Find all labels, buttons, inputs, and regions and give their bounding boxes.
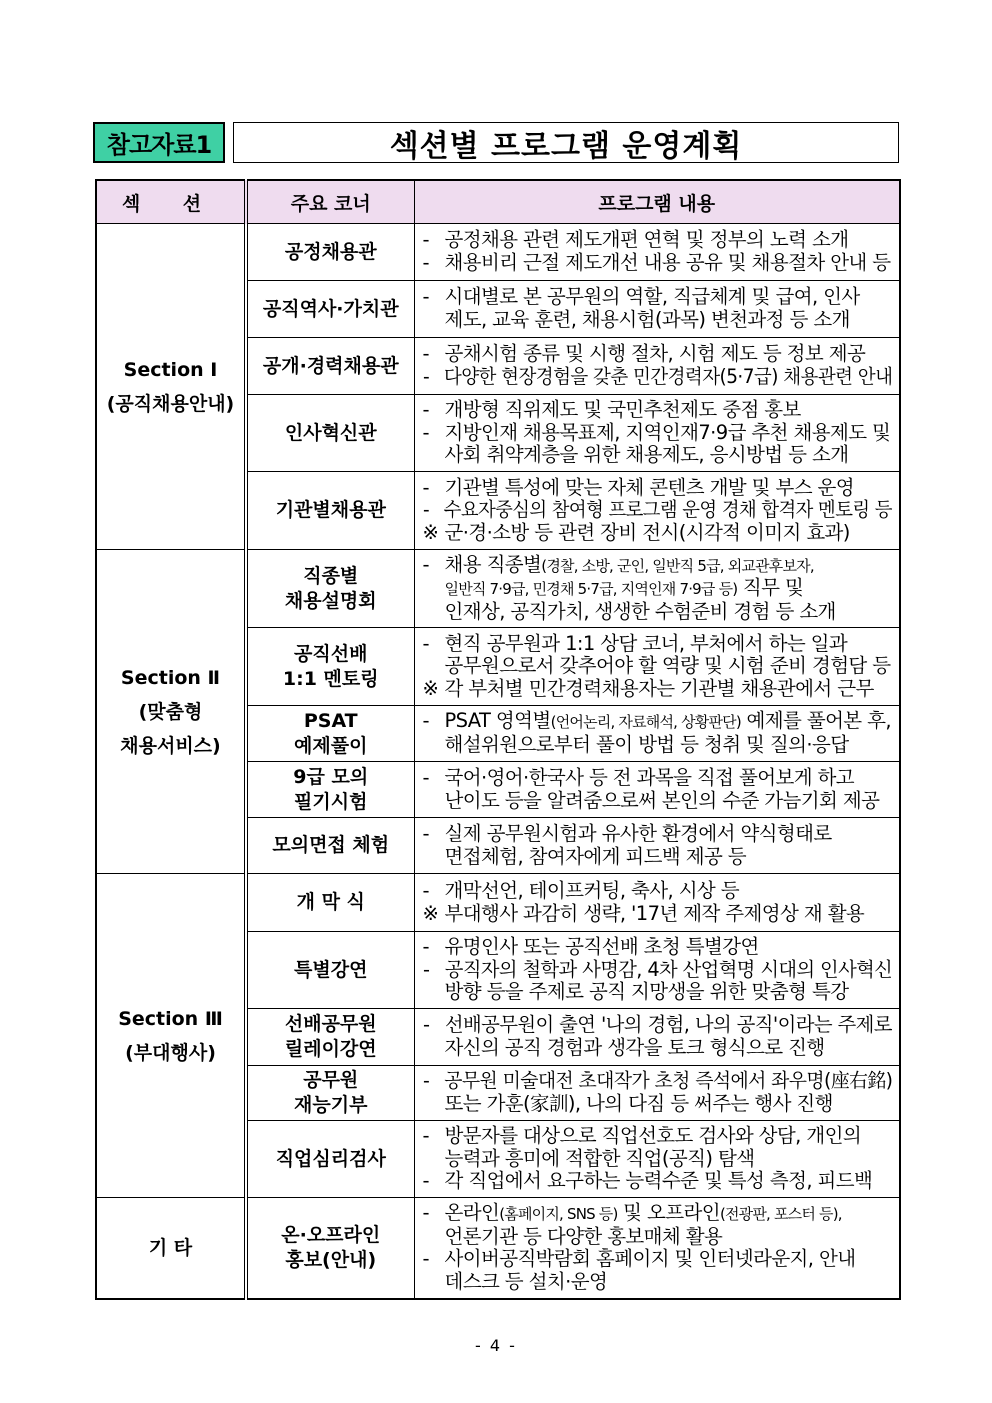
- content-text: 또는 가훈(家訓), 나의 다짐 등 써주는 행사 진행: [444, 1092, 833, 1115]
- corner-name-line: PSAT: [303, 709, 358, 732]
- content-line: [423, 936, 892, 959]
- content-line: [423, 880, 892, 903]
- corner-name-line: 재능기부: [294, 1094, 368, 1116]
- content-text: 수요자중심의 참여형 프로그램 운영 경채 합격자 멘토링 등: [443, 498, 892, 522]
- corner-cell: [246, 1009, 414, 1066]
- content-line: [423, 767, 892, 790]
- corner-name-line: 특별강연: [294, 958, 368, 981]
- bullet-marker: -: [422, 228, 429, 252]
- column-header-content: 프로그램 내용: [414, 180, 900, 224]
- document-title: 섹션별 프로그램 운영계획: [233, 122, 899, 163]
- content-line: [423, 1170, 892, 1193]
- corner-name-line: 인사혁신관: [284, 421, 377, 444]
- content-line: [423, 444, 892, 467]
- content-text: 해설위원으로부터 풀이 방법 등 청취 및 질의·응답: [444, 733, 849, 756]
- content-text: 방향 등을 주제로 공직 지망생을 위한 맞춤형 특강: [444, 980, 849, 1004]
- content-text: 공직자의 철학과 사명감, 4차 산업혁명 시대의 인사혁신: [444, 957, 892, 981]
- corner-name-line: 공정채용관: [284, 240, 377, 263]
- section-cell: [96, 1198, 246, 1299]
- table-header-row: [96, 180, 900, 224]
- content-line: [423, 1271, 892, 1294]
- content-line: [422, 365, 892, 389]
- content-text: 각 직업에서 요구하는 능력수준 및 특성 측정, 피드백: [444, 1169, 873, 1193]
- bullet-marker: -: [422, 1169, 429, 1193]
- content-text: 사이버공직박람회 홈페이지 및 인터넷라운지, 안내: [444, 1247, 856, 1271]
- bullet-marker: -: [422, 251, 429, 274]
- content-text: 인재상, 공직가치, 생생한 수험준비 경험 등 소개: [444, 599, 836, 623]
- content-text: 각 부처별 민간경력채용자는 기관별 채용관에서 근무: [444, 676, 874, 700]
- content-text: 난이도 등을 알려줌으로써 본인의 수준 가늠기회 제공: [444, 788, 880, 812]
- corner-cell: [246, 338, 414, 395]
- column-header-corner: 주요 코너: [246, 180, 414, 224]
- content-text: 개방형 직위제도 및 국민추천제도 중점 홍보: [444, 398, 801, 422]
- content-cell: [414, 1009, 900, 1066]
- section-name-line: Section Ⅲ: [118, 1007, 223, 1030]
- content-text: 공채시험 종류 및 시행 절차, 시험 제도 등 정보 제공: [444, 342, 866, 366]
- content-line: [423, 252, 892, 275]
- content-line: [423, 903, 892, 926]
- corner-name-line: 공무원: [303, 1069, 359, 1091]
- bullet-marker: -: [422, 552, 429, 576]
- table-row: [96, 224, 900, 281]
- content-text: 채용비리 근절 제도개선 내용 공유 및 채용절차 안내 등: [444, 251, 891, 274]
- bullet-marker: -: [422, 1013, 429, 1037]
- column-header-section: 섹 션: [96, 180, 246, 224]
- content-line: [423, 477, 892, 500]
- corner-cell: [246, 628, 414, 706]
- content-text: 부대행사 과감히 생략, '17년 제작 주제영상 재 활용: [444, 901, 865, 925]
- content-text-after: 예제를 풀어본 후,: [740, 709, 891, 733]
- program-plan-table: [95, 179, 901, 1300]
- content-line: [422, 957, 892, 982]
- content-line: [423, 309, 892, 332]
- content-line: [423, 1248, 892, 1271]
- content-text: 시대별로 본 공무원의 역할, 직급체계 및 급여, 인사: [444, 285, 860, 309]
- corner-name-line: 채용설명회: [284, 589, 377, 612]
- content-text: 다양한 현장경험을 갖춘 민간경력자(5·7급) 채용관련 안내: [443, 365, 892, 388]
- bullet-marker: -: [422, 1124, 429, 1148]
- content-cell: [414, 1066, 900, 1121]
- section-name-line: (부대행사): [125, 1041, 216, 1064]
- bullet-marker: -: [422, 285, 429, 309]
- section-cell: [96, 874, 246, 1198]
- content-line: [423, 1202, 892, 1226]
- corner-name-line: 직업심리검사: [275, 1147, 386, 1170]
- corner-name-line: 릴레이강연: [284, 1038, 377, 1060]
- corner-cell: [246, 706, 414, 762]
- corner-cell: [246, 818, 414, 874]
- content-line: [423, 1125, 892, 1148]
- content-text: 공정채용 관련 제도개편 연혁 및 정부의 노력 소개: [444, 228, 849, 252]
- content-line: [423, 229, 892, 252]
- bullet-marker: -: [422, 342, 429, 366]
- corner-name-line: 공개·경력채용관: [262, 354, 399, 377]
- content-line: [423, 399, 892, 422]
- bullet-marker: ※: [422, 676, 439, 700]
- content-text: 방문자를 대상으로 직업선호도 검사와 상담, 개인의: [444, 1124, 862, 1148]
- content-line: [423, 823, 892, 846]
- bullet-marker: -: [422, 398, 429, 422]
- bullet-marker: -: [422, 709, 429, 733]
- content-line: [423, 1037, 892, 1060]
- corner-cell: [246, 932, 414, 1009]
- content-note: 일반직 7·9급, 민경채 5·7급, 지역인재 7·9급 등): [444, 580, 738, 599]
- content-text: 데스크 등 설치·운영: [444, 1269, 608, 1293]
- section-name-line: (맞춤형: [138, 700, 203, 723]
- corner-cell: [246, 1198, 414, 1299]
- corner-cell: [246, 472, 414, 550]
- bullet-marker: -: [422, 498, 429, 522]
- content-cell: [414, 281, 900, 338]
- content-cell: [414, 550, 900, 628]
- content-line: [423, 554, 892, 578]
- content-text: 공무원으로서 갖추어야 할 역량 및 시험 준비 경험담 등: [444, 654, 891, 678]
- bullet-marker: -: [422, 1201, 429, 1225]
- content-text: 선배공무원이 출연 '나의 경험, 나의 공직'이라는 주제로: [444, 1013, 892, 1037]
- content-text-after: 및 오프라인: [617, 1201, 720, 1225]
- corner-cell: [246, 395, 414, 472]
- content-line: [423, 422, 892, 445]
- section-name-line: Section Ⅰ: [123, 358, 218, 381]
- content-text: 사회 취약계층을 위한 채용제도, 응시방법 등 소개: [444, 443, 849, 467]
- section-name-line: (공직채용안내): [106, 392, 235, 415]
- bullet-marker: -: [422, 365, 429, 388]
- corner-cell: [246, 224, 414, 281]
- bullet-marker: -: [422, 957, 429, 981]
- content-line: [423, 846, 892, 869]
- content-line: [423, 343, 892, 366]
- corner-name-line: 예제풀이: [294, 734, 368, 757]
- bullet-marker: -: [422, 821, 429, 845]
- table-row: [96, 1198, 900, 1299]
- corner-name-line: 홍보(안내): [285, 1248, 377, 1271]
- content-line: [423, 1093, 892, 1116]
- content-note: (언어논리, 자료해석, 상황판단): [550, 713, 741, 732]
- content-cell: [414, 472, 900, 550]
- content-text: 언론기관 등 다양한 홍보매체 활용: [444, 1224, 723, 1248]
- content-line: [423, 655, 892, 678]
- content-cell: [414, 932, 900, 1009]
- header-row: [93, 122, 899, 163]
- content-text: 채용 직종별: [444, 552, 542, 576]
- content-cell: [414, 1198, 900, 1299]
- section-name-line: 기 타: [148, 1236, 193, 1259]
- content-text: 현직 공무원과 1:1 상담 코너, 부처에서 하는 일과: [444, 631, 848, 655]
- content-text: 군·경·소방 등 관련 장비 전시(시각적 이미지 효과): [444, 520, 850, 544]
- bullet-marker: -: [422, 631, 429, 655]
- section-cell: [96, 224, 246, 550]
- content-note: (홈페이지, SNS 등): [499, 1205, 618, 1224]
- content-line: [422, 1013, 892, 1037]
- content-text: 온라인: [444, 1201, 500, 1225]
- bullet-marker: -: [422, 1247, 429, 1271]
- bullet-marker: ※: [422, 901, 439, 925]
- content-line: [423, 1226, 892, 1249]
- content-cell: [414, 1121, 900, 1198]
- corner-name-line: 기관별채용관: [275, 499, 386, 521]
- content-text: 국어·영어·한국사 등 전 과목을 직접 풀어보게 하고: [444, 765, 855, 789]
- content-line: [422, 498, 892, 522]
- bullet-marker: -: [422, 878, 429, 902]
- corner-name-line: 모의면접 체험: [272, 834, 390, 856]
- content-text: 제도, 교육 훈련, 채용시험(과목) 변천과정 등 소개: [444, 308, 850, 331]
- table-row: [96, 874, 900, 932]
- content-cell: [414, 224, 900, 281]
- table-body: [96, 224, 900, 1299]
- content-line: [423, 633, 892, 656]
- content-cell: [414, 706, 900, 762]
- corner-cell: [246, 874, 414, 932]
- bullet-marker: ※: [422, 520, 439, 544]
- content-line: [423, 577, 892, 601]
- corner-name-line: 직종별: [303, 564, 359, 587]
- content-line: [423, 522, 892, 545]
- content-text: 유명인사 또는 공직선배 초청 특별강연: [444, 935, 759, 959]
- content-text: PSAT 영역별: [444, 709, 551, 733]
- corner-name-line: 9급 모의: [293, 765, 369, 788]
- content-text: 면접체험, 참여자에게 피드백 제공 등: [444, 844, 747, 868]
- content-line: [423, 678, 892, 701]
- content-text: 능력과 흥미에 적합한 직업(공직) 탐색: [444, 1146, 755, 1170]
- content-text: 실제 공무원시험과 유사한 환경에서 약식형태로: [444, 821, 832, 845]
- page-number: - 4 -: [475, 1336, 517, 1355]
- corner-cell: [246, 762, 414, 818]
- corner-cell: [246, 1121, 414, 1198]
- corner-cell: [246, 550, 414, 628]
- content-line: [423, 601, 892, 624]
- bullet-marker: -: [422, 420, 429, 444]
- content-cell: [414, 628, 900, 706]
- content-text: 자신의 공직 경험과 생각을 토크 형식으로 진행: [444, 1036, 825, 1059]
- corner-cell: [246, 1066, 414, 1121]
- bullet-marker: -: [422, 1069, 429, 1093]
- content-line: [423, 734, 892, 757]
- content-line: [422, 1069, 892, 1093]
- content-line: [423, 710, 892, 734]
- content-cell: [414, 395, 900, 472]
- content-text: 기관별 특성에 맞는 자체 콘텐츠 개발 및 부스 운영: [444, 475, 855, 499]
- content-text: 개막선언, 테이프커팅, 축사, 시상 등: [444, 878, 740, 902]
- content-text: 지방인재 채용목표제, 지역인재7·9급 추천 채용제도 및: [444, 420, 891, 444]
- content-line: [423, 981, 892, 1004]
- content-cell: [414, 818, 900, 874]
- section-cell: [96, 550, 246, 874]
- section-name-line: 채용서비스): [120, 734, 221, 757]
- content-text: 공무원 미술대전 초대작가 초청 즉석에서 좌우명(座右銘): [443, 1069, 892, 1093]
- bullet-marker: -: [422, 765, 429, 789]
- corner-name-line: 공직역사·가치관: [262, 297, 399, 320]
- corner-name-line: 개 막 식: [296, 891, 365, 913]
- content-note: (전광판, 포스터 등),: [719, 1205, 842, 1224]
- content-cell: [414, 874, 900, 932]
- bullet-marker: -: [422, 935, 429, 959]
- corner-cell: [246, 281, 414, 338]
- content-line: [423, 790, 892, 813]
- content-line: [423, 286, 892, 309]
- corner-name-line: 필기시험: [294, 790, 368, 813]
- content-line: [423, 1148, 892, 1171]
- content-cell: [414, 762, 900, 818]
- bullet-marker: -: [422, 475, 429, 499]
- section-name-line: Section Ⅱ: [120, 666, 221, 689]
- table-row: [96, 550, 900, 628]
- corner-name-line: 온·오프라인: [281, 1223, 381, 1246]
- corner-name-line: 1:1 멘토링: [282, 667, 379, 690]
- content-note: (경찰, 소방, 군인, 일반직 5급, 외교관후보자,: [541, 556, 814, 575]
- corner-name-line: 공직선배: [294, 642, 368, 665]
- corner-name-line: 선배공무원: [284, 1013, 377, 1035]
- content-text-after: 직무 및: [737, 576, 804, 600]
- content-cell: [414, 338, 900, 395]
- reference-badge: 참고자료1: [93, 122, 225, 163]
